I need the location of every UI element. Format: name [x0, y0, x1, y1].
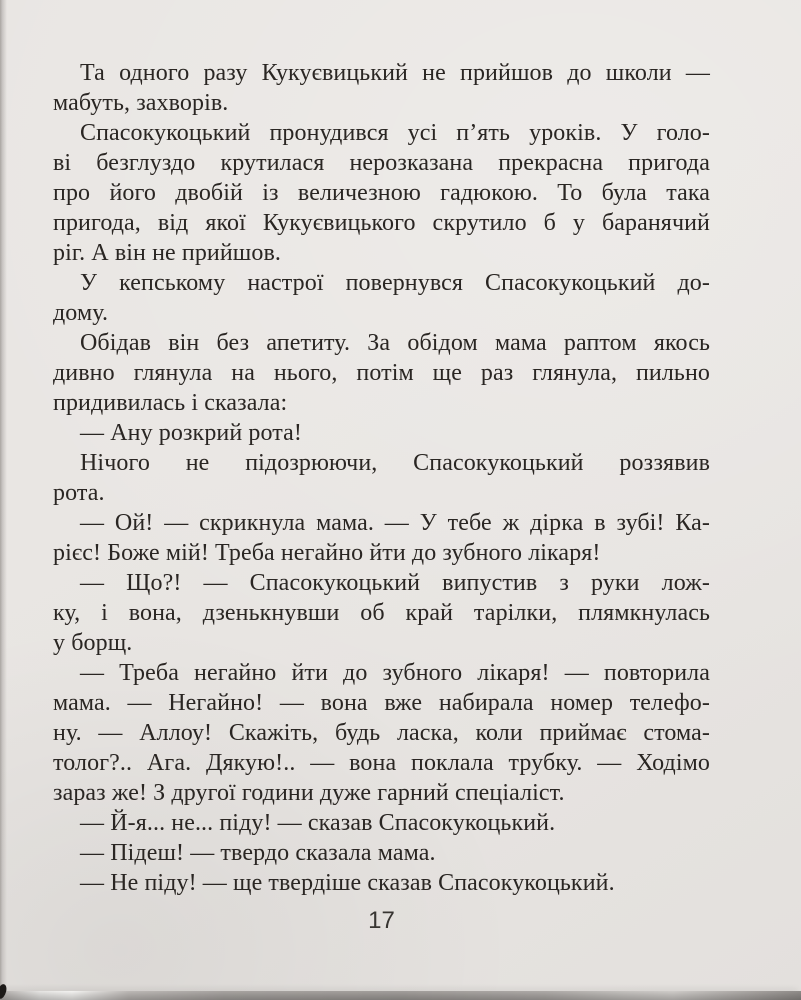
paragraph [53, 568, 710, 658]
text-line: у борщ. [53, 630, 133, 656]
text-line: — Треба негайно йти до зубного лікаря! — повторила [80, 660, 710, 686]
paragraph [53, 838, 710, 868]
paragraph [53, 508, 710, 568]
text-line: пригода, від якої Кукуєвицького скрутило б у баранячий [53, 210, 710, 236]
text-line: дивно глянула на нього, потім ще раз глянула, пильно [53, 360, 710, 386]
text-line: рота. [53, 480, 105, 506]
page-left-edge-shadow [0, 0, 7, 1000]
paragraph [53, 448, 710, 508]
paragraph [53, 868, 710, 898]
paragraph [53, 118, 710, 268]
text-line: Та одного разу Кукуєвицький не прийшов до школи — [80, 60, 710, 86]
text-line: мама. — Негайно! — вона вже набирала номер телефо- [53, 690, 710, 716]
text-block [53, 58, 710, 898]
text-line: — Підеш! — твердо сказала мама. [80, 840, 436, 866]
paragraph [53, 268, 710, 328]
page-number: 17 [368, 907, 395, 934]
paragraph [53, 418, 710, 448]
paragraph [53, 328, 710, 418]
text-line: толог?.. Ага. Дякую!.. — вона поклала трубку. — Ходімо [53, 750, 710, 776]
text-line: — Ой! — скрикнула мама. — У тебе ж дірка в зубі! Ка- [80, 510, 710, 536]
text-line: ну. — Аллоу! Скажіть, будь ласка, коли приймає стома- [53, 720, 710, 746]
text-line: ві безглуздо крутилася нерозказана прекрасна пригода [53, 150, 710, 176]
paragraph [53, 58, 710, 118]
text-line: Спасокукоцький пронудився усі п’ять уроків. У голо- [80, 120, 710, 146]
text-line: У кепському настрої повернувся Спасокукоцький до- [80, 270, 710, 296]
page-bottom-edge [0, 991, 801, 1000]
text-line: — Що?! — Спасокукоцький випустив з руки лож- [80, 570, 710, 596]
text-line: про його двобій із величезною гадюкою. То була така [53, 180, 710, 206]
text-line: мабуть, захворів. [53, 90, 229, 116]
text-line: — Не піду! — ще твердіше сказав Спасокукоцький. [80, 870, 615, 896]
paragraph [53, 808, 710, 838]
text-line: зараз же! З другої години дуже гарний спеціаліст. [53, 780, 565, 806]
text-line: ку, і вона, дзенькнувши об край тарілки, плямкнулась [53, 600, 710, 626]
text-line: ріг. А він не прийшов. [53, 240, 282, 266]
text-line: дому. [53, 300, 109, 326]
text-line: — Ану розкрий рота! [80, 420, 303, 446]
text-line: Обідав він без апетиту. За обідом мама раптом якось [80, 330, 710, 356]
paragraph [53, 658, 710, 808]
text-line: рієс! Боже мій! Треба негайно йти до зубного лікаря! [53, 540, 601, 566]
text-line: придивилась і сказала: [53, 390, 288, 416]
text-line: Нічого не підозрюючи, Спасокукоцький роззявив [80, 450, 710, 476]
text-line: — Й-я... не... піду! — сказав Спасокукоцький. [80, 810, 556, 836]
